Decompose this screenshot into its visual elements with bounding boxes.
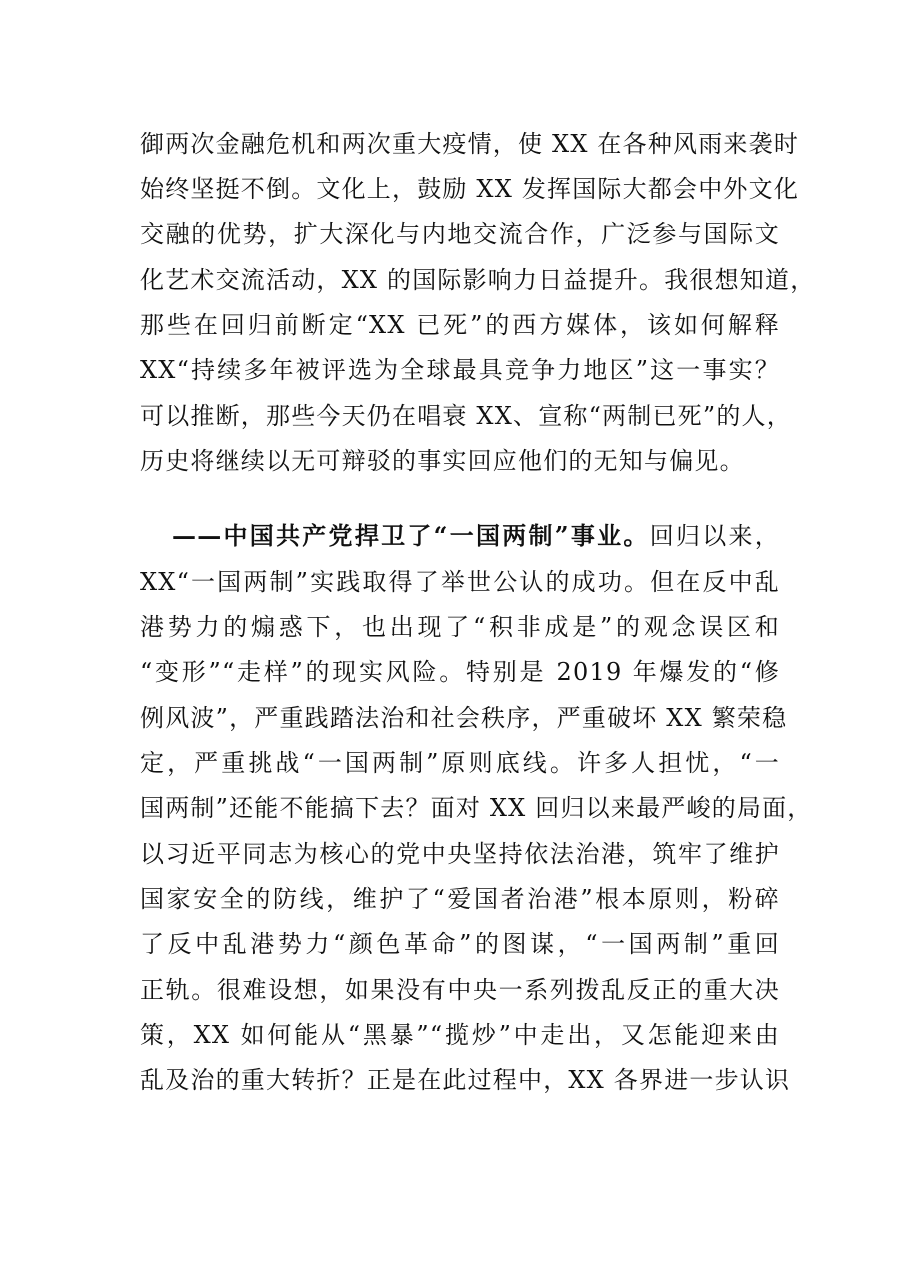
paragraph-line: XX“一国两制”实践取得了举世公认的成功。但在反中乱 bbox=[140, 568, 780, 596]
paragraph-line: 港势力的煽惑下，也出现了“积非成是”的观念误区和 bbox=[140, 613, 780, 641]
paragraph-line: 策，XX 如何能从“黑暴”“揽炒”中走出，又怎能迎来由 bbox=[140, 1021, 780, 1049]
paragraph-line: 例风波”，严重践踏法治和社会秩序，严重破坏 XX 繁荣稳 bbox=[140, 704, 788, 732]
paragraph-line: 以习近平同志为核心的党中央坚持依法治港，筑牢了维护 bbox=[140, 840, 780, 868]
paragraph-line: “变形”“走样”的现实风险。特别是 2019 年爆发的“修 bbox=[140, 658, 780, 686]
paragraph-line: 乱及治的重大转折？正是在此过程中，XX 各界进一步认识 bbox=[140, 1066, 791, 1094]
paragraph-line: 国家安全的防线，维护了“爱国者治港”根本原则，粉碎 bbox=[140, 885, 780, 913]
paragraph-line: 那些在回归前断定“XX 已死”的西方媒体，该如何解释 bbox=[140, 311, 780, 339]
paragraph-line: 定，严重挑战“一国两制”原则底线。许多人担忧，“一 bbox=[140, 749, 780, 777]
paragraph-line: 可以推断，那些今天仍在唱衰 XX、宣称“两制已死”的人， bbox=[140, 402, 792, 430]
paragraph-line: 御两次金融危机和两次重大疫情，使 XX 在各种风雨来袭时 bbox=[140, 130, 800, 158]
paragraph-line: XX“持续多年被评选为全球最具竞争力地区”这一事实？ bbox=[140, 356, 780, 384]
section-heading: ——中国共产党捍卫了“一国两制”事业。 bbox=[172, 521, 650, 550]
paragraph-line: 始终坚挺不倒。文化上，鼓励 XX 发挥国际大都会中外文化 bbox=[140, 175, 800, 203]
paragraph-line: 历史将继续以无可辩驳的事实回应他们的无知与偏见。 bbox=[140, 447, 745, 475]
paragraph-line: 国两制”还能不能搞下去？面对 XX 回归以来最严峻的局面， bbox=[140, 794, 813, 822]
paragraph-line: 了反中乱港势力“颜色革命”的图谋，“一国两制”重回 bbox=[140, 930, 780, 958]
paragraph-line: 化艺术交流活动，XX 的国际影响力日益提升。我很想知道， bbox=[140, 266, 816, 294]
section-first-line bbox=[172, 516, 780, 556]
paragraph-line: 交融的优势，扩大深化与内地交流合作，广泛参与国际文 bbox=[140, 220, 780, 248]
paragraph-line: 正轨。很难设想，如果没有中央一系列拨乱反正的重大决 bbox=[140, 976, 780, 1004]
section-first-line-rest: 回归以来， bbox=[649, 522, 780, 550]
